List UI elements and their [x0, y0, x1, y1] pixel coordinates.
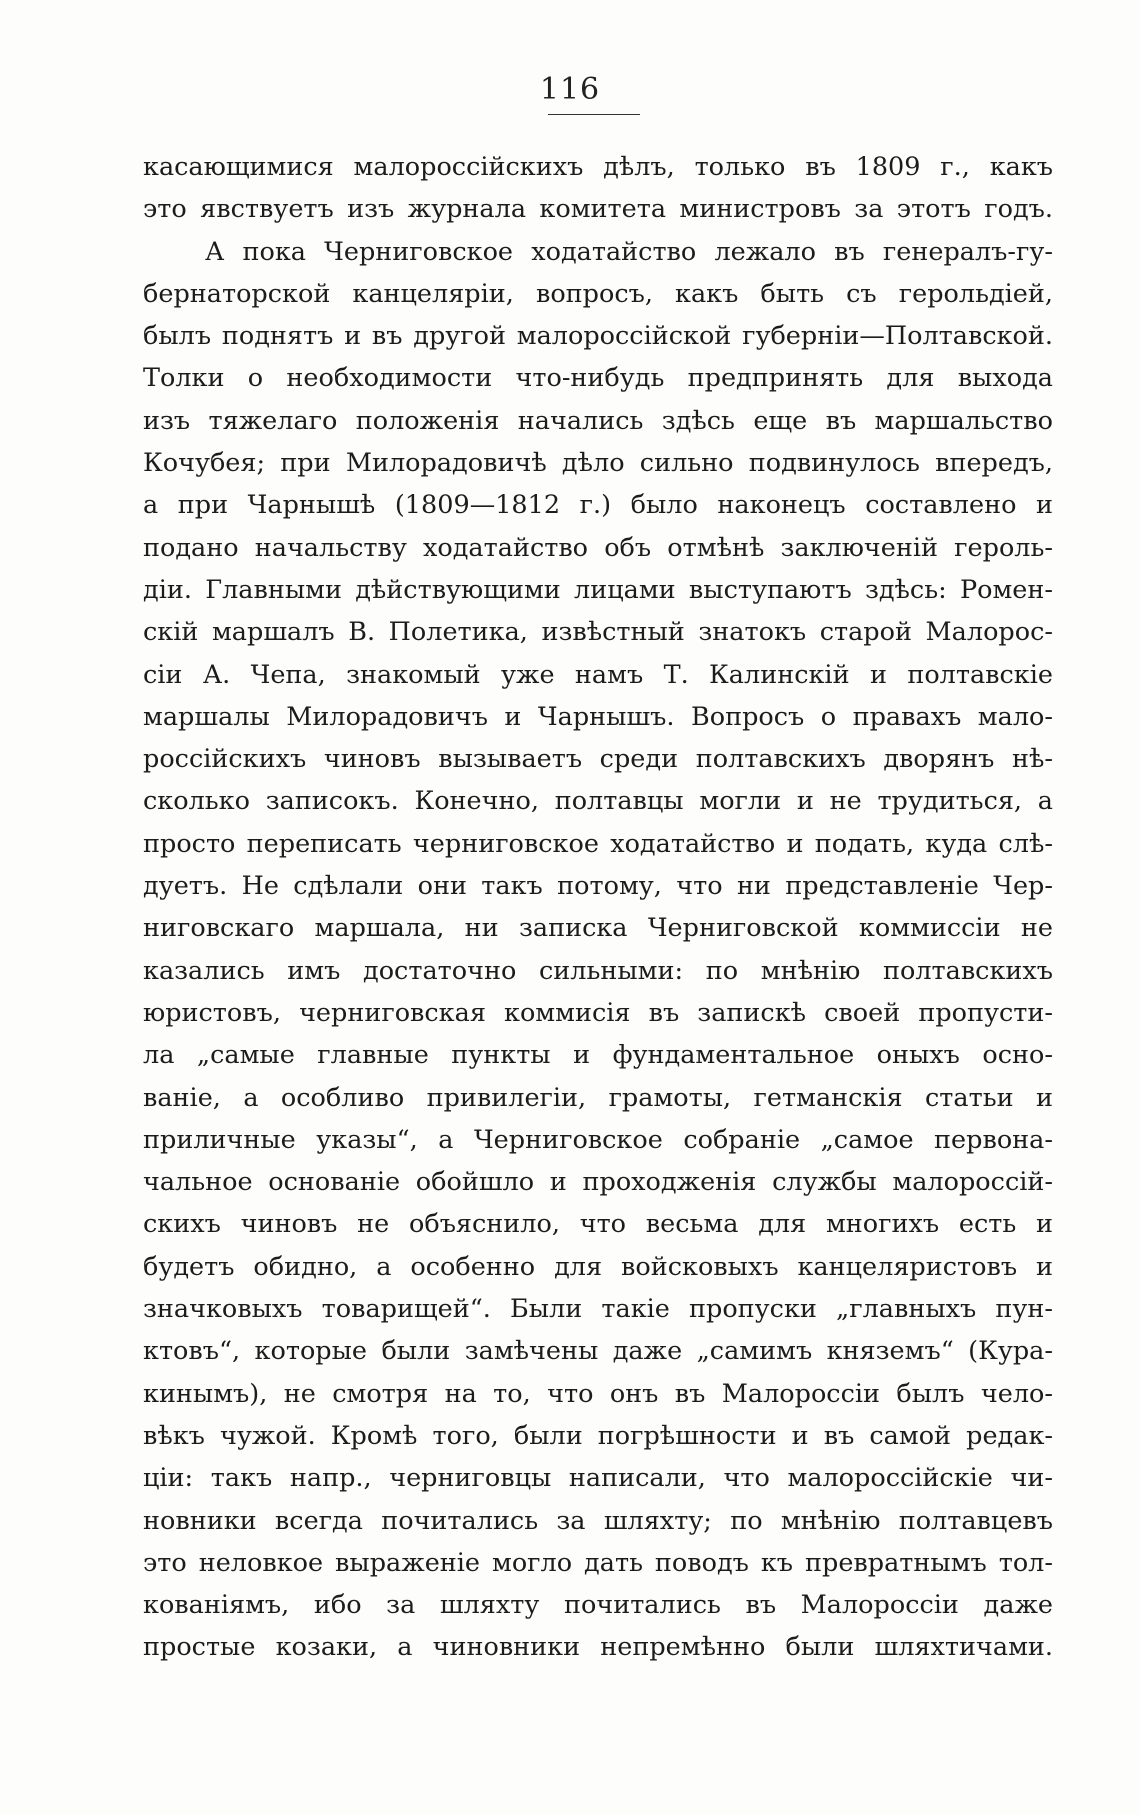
- text-line: приличные указы“, а Черниговское собраніе „самое первона-: [143, 1124, 1053, 1155]
- text-line: будетъ обидно, а особенно для войсковыхъ канцеляристовъ и: [143, 1251, 1053, 1282]
- text-line: Кочубея; при Милорадовичѣ дѣло сильно подвинулось впередъ,: [143, 448, 1053, 479]
- text-line: просто переписать черниговское ходатайство и подать, куда слѣ-: [143, 828, 1053, 859]
- text-line: скихъ чиновъ не объяснило, что весьма для многихъ есть и: [143, 1209, 1053, 1240]
- text-line: вѣкъ чужой. Кромѣ того, были погрѣшности и въ самой редак-: [143, 1420, 1053, 1451]
- text-line: это явствуетъ изъ журнала комитета министровъ за этотъ годъ.: [143, 194, 1053, 225]
- text-line: простые козаки, а чиновники непремѣнно были шляхтичами.: [143, 1632, 1053, 1663]
- text-line: значковыхъ товарищей“. Были такіе пропуски „главныхъ пун-: [143, 1294, 1053, 1325]
- text-line: Толки о необходимости что-нибудь предпринять для выхода: [143, 363, 1053, 394]
- text-line: сколько записокъ. Конечно, полтавцы могли и не трудиться, а: [143, 786, 1053, 817]
- text-line: кованіямъ, ибо за шляхту почитались въ Малороссіи даже: [143, 1590, 1053, 1621]
- text-line-paragraph-start: А пока Черниговское ходатайство лежало въ генералъ-гу-: [205, 236, 1053, 267]
- text-line: дуетъ. Не сдѣлали они такъ потому, что ни представленіе Чер-: [143, 871, 1053, 902]
- text-line: скій маршалъ В. Полетика, извѣстный знатокъ старой Малорос-: [143, 617, 1053, 648]
- text-line: это неловкое выраженіе могло дать поводъ къ превратнымъ тол-: [143, 1547, 1053, 1578]
- text-line: юристовъ, черниговская коммисія въ запискѣ своей пропусти-: [143, 997, 1053, 1028]
- text-line: казались имъ достаточно сильными: по мнѣнію полтавскихъ: [143, 955, 1053, 986]
- page-number-underline: [548, 114, 640, 115]
- text-line: изъ тяжелаго положенія начались здѣсь еще въ маршальство: [143, 405, 1053, 436]
- text-line: діи. Главными дѣйствующими лицами выступаютъ здѣсь: Ромен-: [143, 574, 1053, 605]
- text-line: а при Чарнышѣ (1809—1812 г.) было наконецъ составлено и: [143, 490, 1053, 521]
- text-line: ктовъ“, которые были замѣчены даже „самимъ княземъ“ (Кура-: [143, 1336, 1053, 1367]
- text-line: былъ поднятъ и въ другой малороссійской губерніи—Полтавской.: [143, 321, 1053, 352]
- text-line: россійскихъ чиновъ вызываетъ среди полтавскихъ дворянъ нѣ-: [143, 744, 1053, 775]
- text-line: ла „самые главные пункты и фундаментальное оныхъ осно-: [143, 1040, 1053, 1071]
- text-line: бернаторской канцеляріи, вопросъ, какъ быть съ герольдіей,: [143, 278, 1053, 309]
- text-line: чальное основаніе обойшло и проходженія службы малороссій-: [143, 1167, 1053, 1198]
- text-line: маршалы Милорадовичъ и Чарнышъ. Вопросъ о правахъ мало-: [143, 701, 1053, 732]
- text-line: касающимися малороссійскихъ дѣлъ, только въ 1809 г., какъ: [143, 152, 1053, 182]
- body-text: [143, 146, 1053, 1669]
- text-line: сіи А. Чепа, знакомый уже намъ Т. Калинскій и полтавскіе: [143, 659, 1053, 690]
- page-number: 116: [539, 72, 601, 107]
- text-line: ціи: такъ напр., черниговцы написали, что малороссійскіе чи-: [143, 1463, 1053, 1494]
- text-line: кинымъ), не смотря на то, что онъ въ Малороссіи былъ чело-: [143, 1378, 1053, 1409]
- text-line: ниговскаго маршала, ни записка Черниговской коммиссіи не: [143, 913, 1053, 944]
- text-line: новники всегда почитались за шляхту; по мнѣнію полтавцевъ: [143, 1505, 1053, 1536]
- text-line: подано начальству ходатайство объ отмѣнѣ заключеній героль-: [143, 532, 1053, 563]
- text-line: ваніе, а особливо привилегіи, грамоты, гетманскія статьи и: [143, 1082, 1053, 1113]
